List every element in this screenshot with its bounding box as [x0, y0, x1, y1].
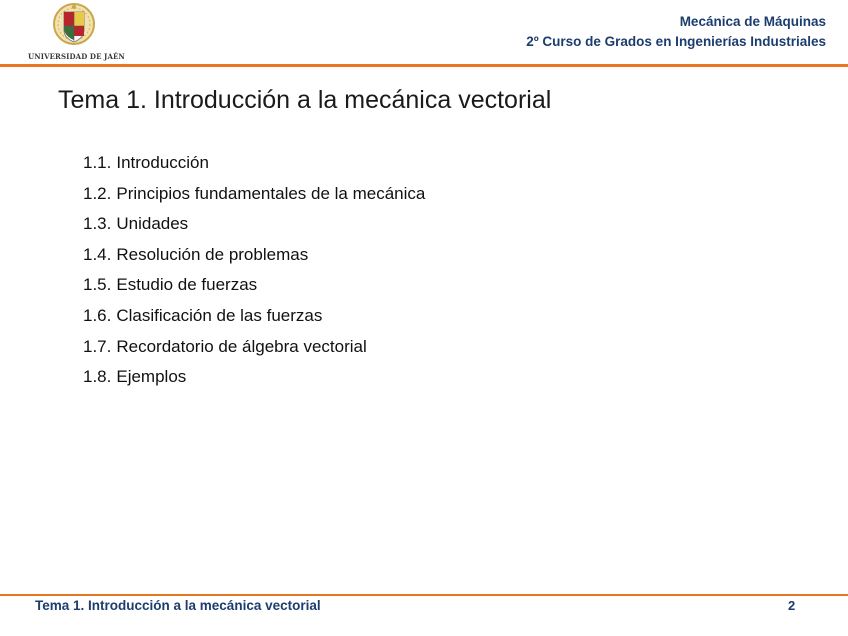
toc-item-number: 1.6. [83, 305, 112, 325]
toc-item-number: 1.5. [83, 275, 112, 295]
footer-title: Tema 1. Introducción a la mecánica vectorial [35, 598, 321, 613]
toc-item-label: Clasificación de las fuerzas [116, 305, 323, 325]
course-subtitle: 2º Curso de Grados en Ingenierías Industriales [526, 34, 826, 49]
footer-divider [0, 594, 848, 596]
toc-item-number: 1.1. [83, 153, 112, 172]
toc-item-label: Resolución de problemas [116, 244, 309, 264]
slide-title: Tema 1. Introducción a la mecánica vectorial [58, 86, 552, 114]
toc-item [83, 364, 425, 395]
toc-item [83, 242, 425, 273]
toc-item [83, 334, 425, 365]
university-name: UNIVERSIDAD DE JAÉN [28, 52, 125, 61]
toc-item-number: 1.3. [83, 214, 112, 234]
toc-item-label: Introducción [116, 153, 209, 172]
toc-item-label: Ejemplos [116, 367, 187, 387]
toc-item-number: 1.8. [83, 367, 112, 387]
toc-item [83, 181, 425, 212]
slide-header [0, 0, 848, 66]
toc-item [83, 150, 425, 181]
header-divider [0, 64, 848, 67]
university-logo [28, 2, 125, 64]
toc-item-number: 1.7. [83, 336, 112, 356]
toc-item [83, 272, 425, 303]
toc-item-label: Principios fundamentales de la mecánica [116, 183, 426, 203]
toc-item-label: Unidades [116, 214, 189, 234]
toc-item-number: 1.2. [83, 183, 112, 203]
page-number: 2 [788, 598, 796, 613]
table-of-contents [83, 150, 425, 395]
course-title: Mecánica de Máquinas [679, 14, 826, 29]
toc-item-label: Estudio de fuerzas [116, 275, 258, 295]
toc-item [83, 211, 425, 242]
toc-item-number: 1.4. [83, 244, 112, 264]
toc-item-label: Recordatorio de álgebra vectorial [116, 336, 367, 356]
course-info [526, 12, 826, 52]
university-crest-icon [52, 2, 96, 50]
toc-item [83, 303, 425, 334]
